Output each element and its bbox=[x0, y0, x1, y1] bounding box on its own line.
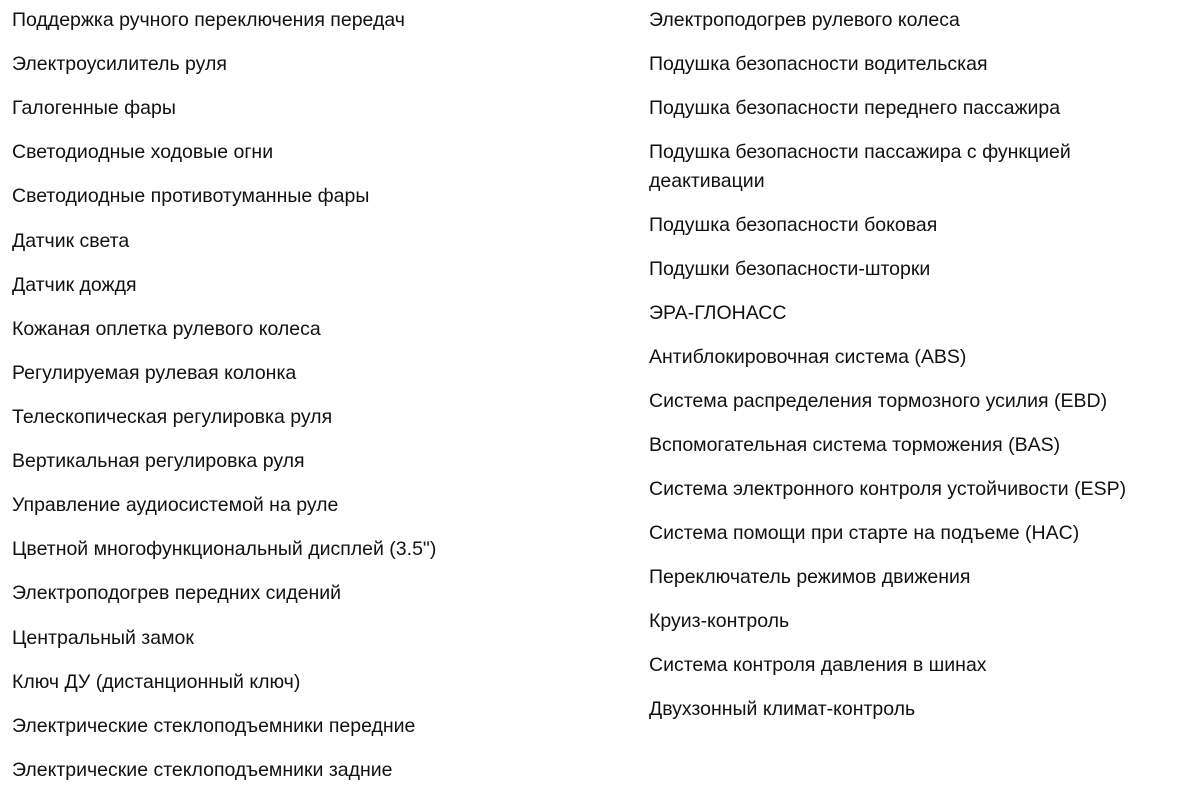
list-item: Переключатель режимов движения bbox=[649, 566, 971, 588]
list-item: Датчик света bbox=[12, 229, 130, 252]
list-item: Вертикальная регулировка руля bbox=[12, 450, 305, 473]
list-item: Система контроля давления в шинах bbox=[649, 654, 987, 676]
list-item: Галогенные фары bbox=[12, 97, 176, 120]
list-item: Вспомогательная система торможения (BAS) bbox=[649, 434, 1061, 456]
list-item: Ключ ДУ (дистанционный ключ) bbox=[12, 670, 301, 693]
list-item: Телескопическая регулировка руля bbox=[12, 405, 333, 428]
list-item: Двухзонный климат-контроль bbox=[649, 698, 916, 720]
list-item: Подушка безопасности боковая bbox=[649, 214, 938, 236]
list-item: Система помощи при старте на подъеме (HAC) bbox=[649, 522, 1080, 544]
list-item: Центральный замок bbox=[12, 626, 194, 649]
list-item: Подушка безопасности водительская bbox=[649, 53, 988, 75]
list-item: Электрические стеклоподъемники задние bbox=[12, 758, 393, 781]
list-item: Цветной многофункциональный дисплей (3.5") bbox=[12, 538, 437, 561]
list-item: Система распределения тормозного усилия (EBD) bbox=[649, 390, 1108, 412]
list-item: Подушка безопасности пассажира с функцией деактивации bbox=[649, 141, 1071, 192]
list-item: Управление аудиосистемой на руле bbox=[12, 494, 339, 517]
list-item: Электроподогрев передних сидений bbox=[12, 582, 342, 605]
list-item: Подушки безопасности-шторки bbox=[649, 258, 931, 280]
list-item: Подушка безопасности переднего пассажира bbox=[649, 97, 1061, 119]
list-item: Поддержка ручного переключения передач bbox=[12, 9, 405, 31]
list-item: Регулируемая рулевая колонка bbox=[12, 361, 297, 384]
list-item: Антиблокировочная система (ABS) bbox=[649, 346, 967, 368]
list-item: Электроподогрев рулевого колеса bbox=[649, 9, 960, 31]
list-item: ЭРА-ГЛОНАСС bbox=[649, 302, 787, 324]
list-item: Круиз-контроль bbox=[649, 610, 790, 632]
features-list-right bbox=[649, 0, 1169, 739]
list-item: Электрические стеклоподъемники передние bbox=[12, 714, 416, 737]
list-item: Система электронного контроля устойчивости (ESP) bbox=[649, 478, 1127, 500]
list-item: Электроусилитель руля bbox=[12, 53, 227, 76]
list-item: Светодиодные противотуманные фары bbox=[12, 185, 370, 208]
features-list-left bbox=[12, 0, 622, 800]
list-item: Кожаная оплетка рулевого колеса bbox=[12, 317, 321, 340]
list-item: Датчик дождя bbox=[12, 273, 137, 296]
list-item: Светодиодные ходовые огни bbox=[12, 141, 274, 164]
